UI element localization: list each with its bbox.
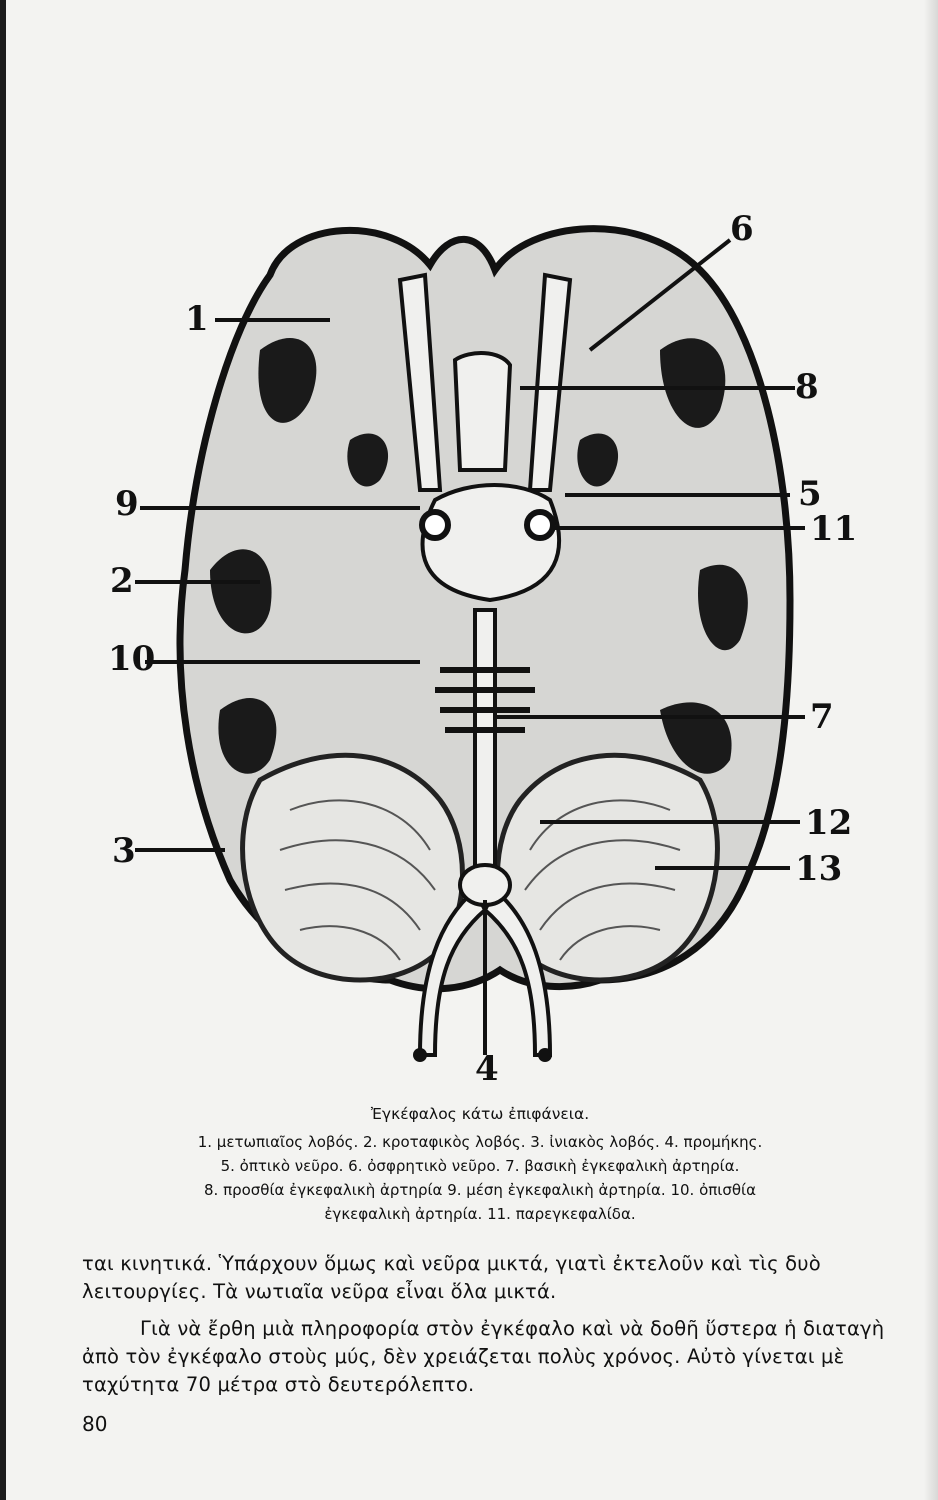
legend-line: 8. προσθία ἐγκεφαλικὴ ἀρτηρία 9. μέση ἐγκεφαλικὴ ἀρτηρία. 10. ὀπισθία — [203, 1181, 757, 1199]
figure-label-9: 9 — [115, 484, 139, 524]
page-binding-edge — [0, 0, 6, 1500]
brain-illustration — [100, 150, 860, 1090]
figure-label-7: 7 — [810, 697, 834, 737]
legend-line: ἐγκεφαλικὴ ἀρτηρία. 11. παρεγκεφαλίδα. — [324, 1205, 636, 1223]
figure-label-4: 4 — [475, 1049, 499, 1089]
figure-label-11: 11 — [810, 509, 858, 549]
figure-label-2: 2 — [110, 561, 134, 601]
legend-line: 5. ὀπτικὸ νεῦρο. 6. ὀσφρητικὸ νεῦρο. 7. βασικὴ ἐγκεφαλικὴ ἀρτηρία. — [220, 1157, 740, 1175]
body-paragraph: ται κινητικά. Ὑπάρχουν ὅμως καὶ νεῦρα μικτά, γιατὶ ἐκτελοῦν καὶ τὶς δυὸ λειτουργίες. Τὰ νωτιαῖα νεῦρα εἶναι ὅλα μικτά. — [82, 1252, 821, 1303]
figure-label-1: 1 — [185, 299, 209, 339]
legend-line: 1. μετωπιαῖος λοβός. 2. κροταφικὸς λοβός. 3. ἰνιακὸς λοβός. 4. προμήκης. — [197, 1133, 763, 1151]
page-number: 80 — [82, 1412, 108, 1436]
figure-label-12: 12 — [805, 803, 853, 843]
figure-label-10: 10 — [108, 639, 156, 679]
figure-label-6: 6 — [730, 209, 754, 249]
page-right-edge — [924, 0, 938, 1500]
figure-label-5: 5 — [798, 474, 822, 514]
figure-legend — [80, 1130, 880, 1226]
figure-caption-title: Ἐγκέφαλος κάτω ἐπιφάνεια. — [370, 1105, 590, 1123]
body-paragraph: Γιὰ νὰ ἔρθη μιὰ πληροφορία στὸν ἐγκέφαλο καὶ νὰ δοθῆ ὕστερα ἡ διαταγὴ ἀπὸ τὸν ἐγκέφαλο στοὺς μύς, δὲν χρειάζεται πολὺς χρόνος. Αὐτὸ γίνεται μὲ ταχύτητα 70 μέτρα στὸ δευτερόλεπτο. — [82, 1317, 885, 1396]
figure-label-3: 3 — [112, 831, 136, 871]
figure-label-8: 8 — [795, 367, 819, 407]
figure-label-13: 13 — [795, 849, 843, 889]
